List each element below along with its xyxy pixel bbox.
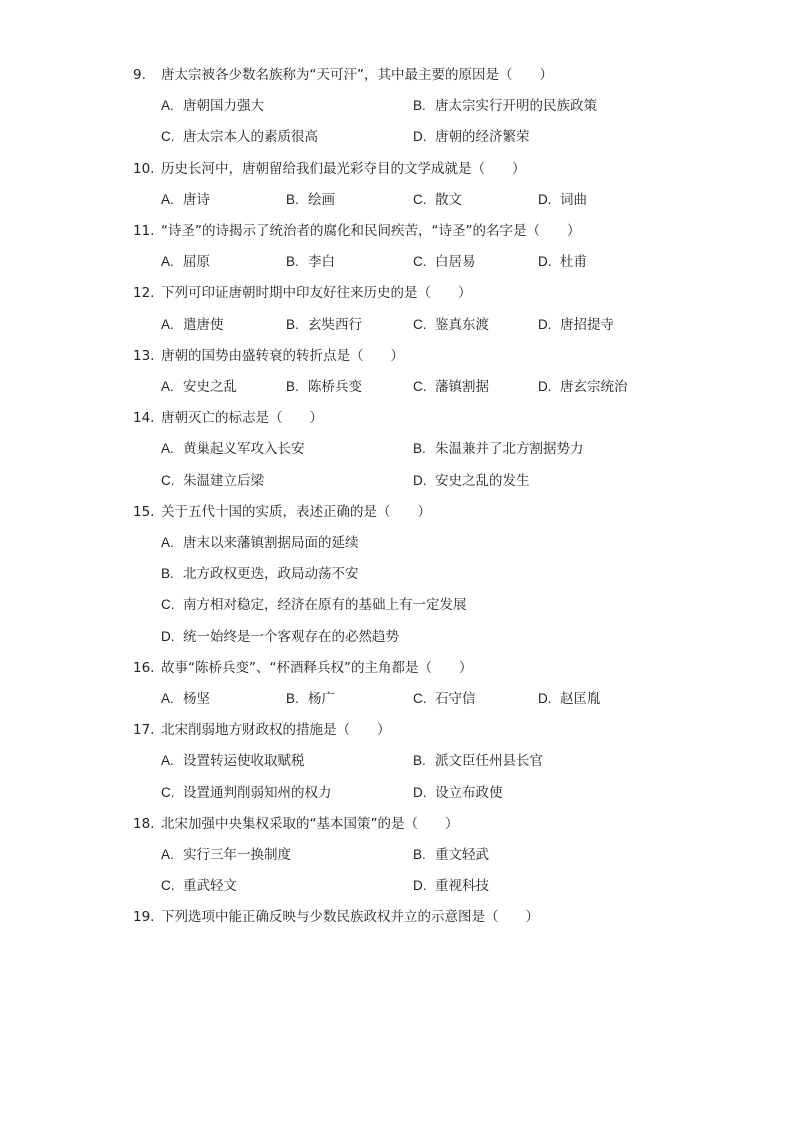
option-text: 李白 [308, 254, 335, 271]
question-number: 10. [133, 160, 155, 177]
option-letter: D. [413, 472, 427, 488]
answer-option [538, 315, 614, 335]
option-letter: A. [161, 254, 174, 270]
answer-option [538, 689, 601, 709]
option-letter: C. [161, 472, 175, 488]
option-text: 绘画 [308, 191, 335, 208]
option-letter: C. [413, 691, 427, 706]
option-letter: D. [413, 784, 427, 800]
answer-option [161, 564, 359, 584]
answer-option [161, 595, 467, 615]
option-letter: D. [538, 379, 552, 394]
option-letter: C. [413, 254, 427, 270]
question-text: 北宋加强中央集权采取的“基本国策”的是（ ） [161, 815, 459, 832]
option-letter: C. [161, 784, 175, 800]
option-letter: B. [286, 691, 299, 706]
option-text: 安史之乱 [183, 379, 237, 395]
option-text: 朱温兼并了北方割据势力 [435, 441, 584, 458]
option-text: 屈原 [183, 254, 210, 271]
answer-option [538, 377, 628, 397]
option-text: 设置通判削弱知州的权力 [183, 784, 332, 801]
answer-option [538, 252, 587, 272]
option-letter: D. [538, 191, 552, 207]
answer-option [286, 689, 335, 709]
option-text: 统一始终是一个客观存在的必然趋势 [183, 628, 399, 645]
option-letter: C. [161, 129, 175, 145]
question-number: 16. [133, 659, 155, 676]
answer-option [413, 689, 476, 709]
option-text: 赵匡胤 [560, 691, 601, 707]
answer-option [413, 876, 489, 896]
option-text: 重文轻武 [435, 847, 489, 863]
option-letter: B. [286, 379, 299, 394]
option-letter: C. [413, 316, 427, 332]
option-letter: A. [161, 847, 174, 862]
answer-option [286, 377, 362, 397]
option-letter: B. [161, 566, 174, 582]
question-text: 历史长河中，唐朝留给我们最光彩夺目的文学成就是（ ） [161, 160, 526, 177]
answer-option [413, 845, 489, 865]
option-letter: D. [538, 254, 552, 270]
option-letter: D. [413, 878, 427, 894]
answer-option [161, 689, 210, 709]
option-text: 唐末以来藩镇割据局面的延续 [183, 535, 359, 551]
question-text: “诗圣”的诗揭示了统治者的腐化和民间疾苦，“诗圣”的名字是（ ） [161, 223, 581, 239]
answer-option [286, 190, 335, 210]
option-letter: D. [538, 316, 552, 332]
option-text: 安史之乱的发生 [435, 472, 530, 489]
option-text: 唐招提寺 [560, 316, 614, 333]
answer-option [161, 439, 305, 459]
option-text: 散文 [435, 191, 462, 208]
option-text: 杨坚 [183, 691, 210, 707]
option-text: 杨广 [308, 691, 335, 707]
option-text: 唐太宗实行开明的民族政策 [435, 98, 597, 115]
answer-option [161, 471, 264, 491]
question-number: 13. [133, 347, 155, 364]
question-number: 17. [133, 722, 155, 739]
question-text: 故事“陈桥兵变”、“杯酒释兵权”的主角都是（ ） [161, 659, 473, 676]
option-letter: A. [161, 316, 174, 332]
question-text: 下列选项中能正确反映与少数民族政权并立的示意图是（ ） [161, 909, 539, 926]
answer-option [161, 845, 291, 865]
answer-option [161, 190, 210, 210]
option-letter: B. [413, 98, 426, 114]
answer-option [161, 533, 359, 553]
option-text: 唐朝国力强大 [183, 98, 264, 115]
question-number: 12. [133, 285, 155, 302]
option-text: 遣唐使 [183, 316, 224, 333]
option-letter: D. [413, 129, 427, 145]
answer-option [413, 471, 530, 491]
option-letter: A. [161, 535, 174, 550]
option-text: 陈桥兵变 [308, 379, 362, 395]
option-text: 唐玄宗统治 [560, 379, 628, 395]
question-text: 唐朝的国势由盛转衰的转折点是（ ） [161, 347, 404, 364]
option-letter: A. [161, 379, 174, 394]
answer-option [161, 252, 210, 272]
option-text: 设立布政使 [435, 784, 503, 801]
option-letter: A. [161, 753, 174, 769]
question-text: 北宋削弱地方财政权的措施是（ ） [161, 722, 391, 739]
option-letter: B. [286, 191, 299, 207]
question-number: 14. [133, 410, 155, 427]
option-letter: B. [413, 847, 426, 862]
option-text: 实行三年一换制度 [183, 847, 291, 863]
question-number: 18. [133, 815, 155, 832]
option-letter: D. [161, 628, 175, 644]
option-text: 朱温建立后梁 [183, 472, 264, 489]
answer-option [161, 751, 305, 771]
option-text: 设置转运使收取赋税 [183, 753, 305, 770]
option-text: 玄奘西行 [308, 316, 362, 333]
answer-option [538, 190, 587, 210]
answer-option [413, 96, 597, 116]
question-number: 9. [133, 67, 146, 83]
option-text: 派文臣任州县长官 [435, 753, 543, 770]
option-letter: C. [413, 379, 427, 394]
option-text: 重视科技 [435, 878, 489, 895]
option-text: 南方相对稳定，经济在原有的基础上有一定发展 [183, 597, 467, 614]
option-text: 杜甫 [560, 254, 587, 271]
answer-option [413, 252, 476, 272]
option-text: 黄巢起义军攻入长安 [183, 441, 305, 458]
answer-option [413, 190, 462, 210]
option-text: 藩镇割据 [435, 379, 489, 395]
answer-option [286, 315, 362, 335]
option-letter: A. [161, 98, 174, 114]
option-letter: A. [161, 191, 174, 207]
option-text: 唐朝的经济繁荣 [435, 129, 530, 146]
option-text: 唐诗 [183, 191, 210, 208]
option-letter: B. [413, 753, 426, 769]
question-text: 唐朝灭亡的标志是（ ） [161, 410, 323, 427]
option-letter: A. [161, 691, 174, 706]
option-letter: B. [286, 316, 299, 332]
question-text: 唐太宗被各少数名族称为“天可汗”，其中最主要的原因是（ ） [161, 67, 553, 83]
question-number: 15. [133, 503, 155, 520]
answer-option [413, 751, 543, 771]
option-letter: C. [161, 878, 175, 894]
option-text: 重武轻文 [183, 878, 237, 895]
answer-option [161, 783, 332, 803]
answer-option [161, 377, 237, 397]
answer-option [161, 876, 237, 896]
answer-option [413, 315, 489, 335]
option-letter: C. [413, 191, 427, 207]
option-letter: A. [161, 441, 174, 457]
answer-option [413, 127, 530, 147]
question-number: 19. [133, 909, 155, 926]
answer-option [286, 252, 335, 272]
option-letter: B. [286, 254, 299, 270]
option-text: 鉴真东渡 [435, 316, 489, 333]
question-number: 11. [133, 223, 155, 239]
option-text: 北方政权更迭，政局动荡不安 [183, 566, 359, 583]
question-text: 关于五代十国的实质，表述正确的是（ ） [161, 503, 431, 520]
answer-option [413, 377, 489, 397]
option-text: 白居易 [435, 254, 476, 271]
answer-option [161, 96, 264, 116]
option-text: 石守信 [435, 691, 476, 707]
answer-option [413, 439, 584, 459]
answer-option [161, 315, 224, 335]
answer-option [161, 127, 318, 147]
question-text: 下列可印证唐朝时期中印友好往来历史的是（ ） [161, 285, 472, 302]
option-letter: D. [538, 691, 552, 706]
option-letter: B. [413, 441, 426, 457]
answer-option [413, 783, 503, 803]
answer-option [161, 627, 399, 647]
option-text: 唐太宗本人的素质很高 [183, 129, 318, 146]
option-text: 词曲 [560, 191, 587, 208]
option-letter: C. [161, 597, 175, 613]
